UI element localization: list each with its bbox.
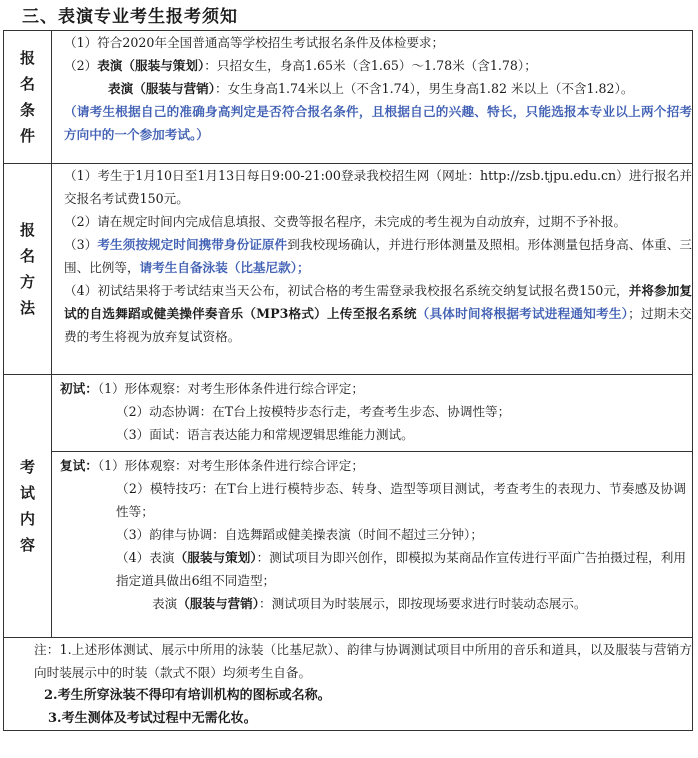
item-text: （1）形体观察：对考生形体条件进行综合评定； — [97, 381, 364, 396]
retest-item-2: （2）模特技巧：在T台上进行模特步态、转身、造型等项目测试，考查考生的表现力、节奏感及协调性等； — [116, 481, 686, 519]
item-prefix: （4）表演 — [116, 550, 175, 565]
retest-item-5 — [60, 592, 686, 615]
item-text: ：测试项目为时装展示，即按现场要求进行时装动态展示。 — [259, 596, 587, 611]
label-char: 考 — [19, 458, 35, 476]
method-label — [4, 164, 52, 375]
item-text: ：女生身高1.74米以上（不含1.74），男生身高1.82 米以上（不含1.82）。 — [215, 81, 634, 96]
note-2: 2.考生所穿泳装不得印有培训机构的图标或名称。 — [44, 688, 331, 703]
notes-row — [4, 638, 693, 731]
note-1: 注：1.上述形体测试、展示中所用的泳装（比基尼款）、韵律与协调测试项目中所用的音乐和道具，以及服装与营销方向时装展示中的时装（款式不限）均须考生自备。 — [34, 642, 692, 680]
retest-block — [60, 452, 686, 618]
label-char: 名 — [19, 247, 35, 265]
retest-item-3: （3）韵律与协调：自选舞蹈或健美操表演（时间不超过三分钟）； — [116, 527, 483, 542]
label-char: 方 — [19, 273, 35, 291]
conditions-item-2 — [52, 54, 692, 77]
method-item-3 — [52, 233, 692, 279]
conditions-row — [4, 31, 693, 164]
content-row — [4, 375, 693, 638]
method-item-2: （2）请在规定时间内完成信息填报、交费等报名程序，未完成的考生视为自动放弃，过期不予补报。 — [64, 214, 627, 229]
highlight-text: 考生须按规定时间携带身份证原件 — [97, 237, 288, 252]
label-char: 名 — [19, 75, 35, 93]
prelim-item-3: （3）面试：语言表达能力和常规逻辑思维能力测试。 — [116, 427, 414, 442]
retest-item-4 — [60, 546, 686, 592]
label-char: 件 — [19, 127, 35, 145]
label-char: 容 — [19, 536, 35, 554]
conditions-item-3 — [52, 77, 692, 100]
item-text: （1）形体观察：对考生形体条件进行综合评定； — [97, 458, 364, 473]
conditions-item-1: （1）符合2020年全国普通高等学校招生考试报名条件及体检要求； — [64, 35, 445, 50]
prelim-item-1 — [60, 377, 686, 400]
page-title: 三、表演专业考生报考须知 — [22, 7, 238, 27]
label-char: 试 — [19, 484, 35, 502]
label-char: 法 — [19, 299, 35, 317]
major-name: （服装与营销） — [177, 596, 260, 611]
major-name: 表演（服装与营销） — [108, 81, 216, 96]
item-text: ； — [296, 260, 310, 275]
item-text: ：只招女生，身高1.65米（含1.65）～1.78米（含1.78）； — [204, 58, 537, 73]
preliminary-block — [60, 375, 686, 449]
retest-title: 复试： — [60, 458, 98, 473]
item-text: 到我校现场确认，并进行形体测量及照相。形体测量包括身高、体重、三围、比例等， — [64, 237, 693, 275]
method-item-4 — [52, 279, 692, 348]
item-prefix: （3） — [64, 237, 98, 252]
notes-cell — [4, 638, 693, 731]
method-row — [4, 164, 693, 375]
highlight-text: （具体时间将根据考试进程通知考生） — [416, 306, 629, 321]
bold-text: 并将参加复试的自选舞蹈或健美操伴奏音乐（MP3格式）上传至报名系统 — [64, 283, 692, 321]
label-char: 报 — [19, 221, 35, 239]
content-label — [4, 375, 52, 638]
item-text: （4）初试结果将于考试结束当天公布，初试合格的考生需登录我校报名系统交纳复试报名费150元， — [64, 283, 629, 298]
major-name: （服装与策划） — [174, 550, 257, 565]
rules-table — [3, 30, 693, 731]
method-body — [52, 164, 693, 375]
item-text: ；过期未交费的考生将视为放弃复试资格。 — [64, 306, 692, 344]
item-prefix: （2） — [64, 58, 98, 73]
method-item-1: （1）考生于1月10日至1月13日每日9:00-21:00登录我校招生网（网址：http://zsb.tjpu.edu.cn）进行报名并交报名考试费150元。 — [64, 168, 692, 206]
label-char: 报 — [19, 49, 35, 67]
label-char: 内 — [19, 510, 35, 528]
item-prefix: 表演 — [152, 596, 178, 611]
conditions-body — [52, 31, 693, 164]
highlight-text: 请考生自备泳装（比基尼款） — [139, 260, 297, 275]
conditions-note: （请考生根据自己的准确身高判定是否符合报名条件，且根据自己的兴趣、特长，只能选报本专业以上两个招考方向中的一个参加考试。） — [64, 104, 692, 142]
prelim-item-2: （2）动态协调：在T台上按模特步态行走，考查考生步态、协调性等； — [116, 404, 511, 419]
conditions-label — [4, 31, 52, 164]
major-name: 表演（服装与策划） — [97, 58, 205, 73]
note-3: 3.考生测体及考试过程中无需化妆。 — [48, 711, 257, 726]
content-body — [52, 375, 693, 638]
retest-item-1 — [60, 454, 686, 477]
prelim-title: 初试： — [60, 381, 98, 396]
item-text: ：测试项目为即兴创作，即模拟为某商品作宣传进行平面广告拍摄过程，利用指定道具做出6组不同造型； — [116, 550, 687, 588]
label-char: 条 — [19, 101, 35, 119]
